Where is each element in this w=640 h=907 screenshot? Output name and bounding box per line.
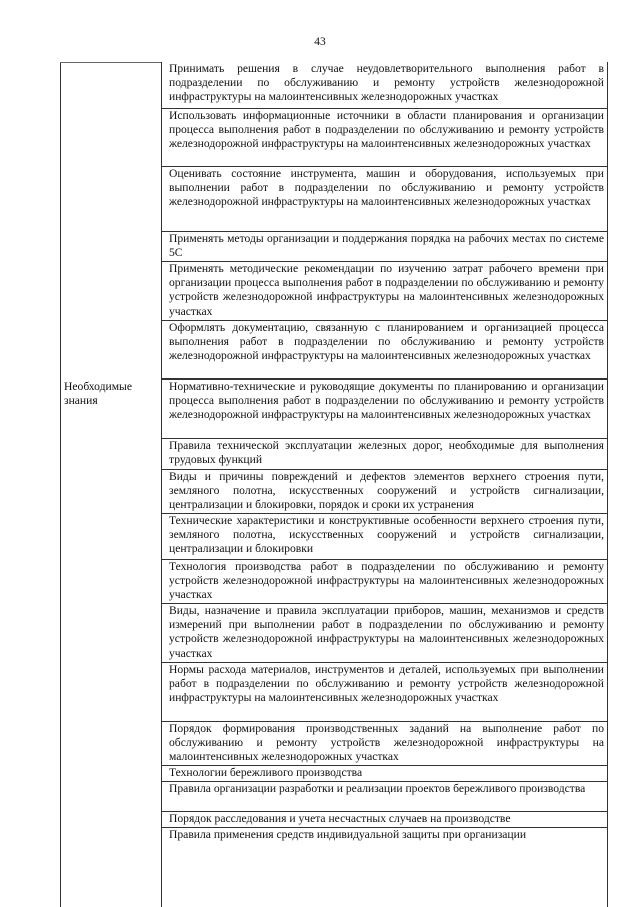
knowledge-row: Правила технической эксплуатации железных дорог, необходимые для выполнения трудовых функций (162, 439, 608, 470)
knowledge-row: Правила применения средств индивидуальной защиты при организации (169, 828, 527, 841)
knowledge-row: Технология производства работ в подразделении по обслуживанию и ремонту устройств железнодорожной инфраструктуры на малоинтенсивных железнодорожных участках (162, 560, 608, 604)
table-border-left (60, 62, 61, 907)
knowledge-row: Нормы расхода материалов, инструментов и деталей, используемых при выполнении работ в подразделении по обслуживанию и ремонту устройств железнодорожной инфраструктуры на малоинтенсивных железнодорожных участках (162, 663, 608, 722)
knowledge-label: Необходимые знания (64, 380, 132, 408)
skill-row: Оформлять документацию, связанную с планированием и организацией процесса выполнения работ в подразделении по обслуживанию и ремонту устройств железнодорожной инфраструктуры на малоинтенсивных железнодорожных участках (162, 321, 608, 379)
knowledge-row: Правила организации разработки и реализации проектов бережливого производства (162, 782, 608, 812)
knowledge-row: Нормативно-технические и руководящие документы по планированию и организации процесса выполнения работ в подразделении по обслуживанию и ремонту устройств железнодорожной инфраструктуры на малоинтенсивных железнодорожных участках (162, 379, 608, 439)
knowledge-row: Технические характеристики и конструктивные особенности верхнего строения пути, земляного полотна, искусственных сооружений и устройств сигнализации, централизации и блокировки (162, 514, 608, 560)
table-top-border-left (60, 62, 161, 63)
skill-row: Применять методические рекомендации по изучению затрат рабочего времени при организации процесса выполнения работ в подразделении по обслуживанию и ремонту устройств железнодорожной инфраструктуры на малоинтенсивных железнодорожных участках (162, 262, 608, 321)
knowledge-row: Технологии бережливого производства (162, 766, 608, 782)
skill-row: Оценивать состояние инструмента, машин и оборудования, используемых при выполнении работ в подразделении по обслуживанию и ремонту устройств железнодорожной инфраструктуры на малоинтенсивных железнодорожных участках (162, 167, 608, 232)
knowledge-row: Порядок формирования производственных заданий на выполнение работ по обслуживанию и ремонту устройств железнодорожной инфраструктуры на малоинтенсивных железнодорожных участках (162, 722, 608, 766)
knowledge-row: Виды и причины повреждений и дефектов элементов верхнего строения пути, земляного полотна, искусственных сооружений и устройств сигнализации, централизации и блокировки, порядок и сроки их устранения (162, 470, 608, 514)
knowledge-row: Виды, назначение и правила эксплуатации приборов, машин, механизмов и средств измерений при выполнении работ в подразделении по обслуживанию и ремонту устройств железнодорожной инфраструктуры на малоинтенсивных железнодорожных участках (162, 604, 608, 663)
knowledge-row: Порядок расследования и учета несчастных случаев на производстве (162, 812, 608, 828)
skill-row: Принимать решения в случае неудовлетворительного выполнения работ в подразделении по обслуживанию и ремонту устройств железнодорожной инфраструктуры на малоинтенсивных железнодорожных участках (162, 62, 608, 109)
table-right-column (162, 62, 608, 858)
requirements-table (60, 62, 608, 907)
skill-row: Использовать информационные источники в области планирования и организации процесса выполнения работ в подразделении по обслуживанию и ремонту устройств железнодорожной инфраструктуры на малоинтенсивных железнодорожных участках (162, 109, 608, 167)
skill-row: Применять методы организации и поддержания порядка на рабочих местах по системе 5С (162, 232, 608, 262)
page-number: 43 (314, 36, 326, 48)
